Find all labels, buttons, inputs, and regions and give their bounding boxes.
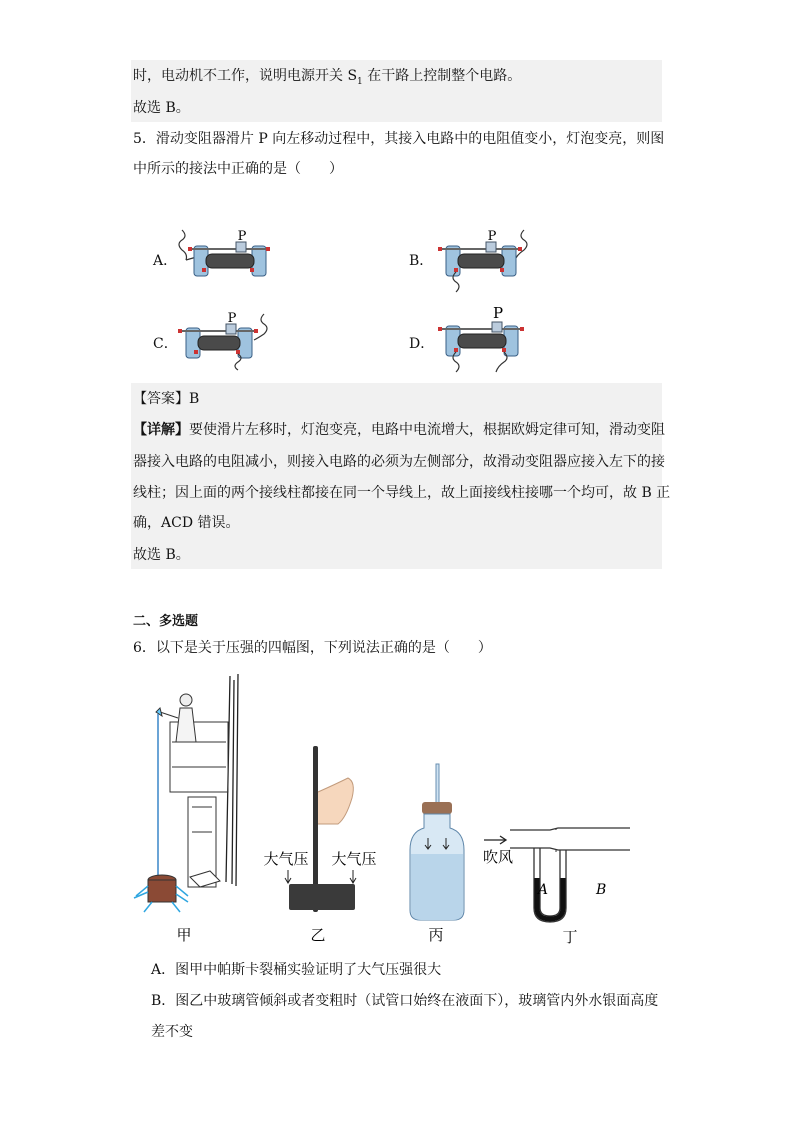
option-c-label: C．	[153, 336, 178, 352]
q6-option-b-line2: 差不变	[151, 1024, 193, 1040]
q6-option-a: A．图甲中帕斯卡裂桶实验证明了大气压强很大	[151, 962, 442, 978]
rheostat-c-figure	[176, 308, 271, 368]
q5-detail-line1: 【详解】要使滑片左移时，灯泡变亮，电路中电流增大，根据欧姆定律可知，滑动变阻	[133, 422, 665, 438]
q5-detail-line3: 线柱；因上面的两个接线柱都接在同一个导线上，故上面接线柱接哪一个均可，故 B 正	[133, 485, 671, 501]
rheostat-a-figure	[180, 226, 275, 286]
jia-label: 甲	[176, 926, 192, 944]
figure-ding	[480, 820, 635, 944]
q5-stem-line1: 5．滑动变阻器滑片 P 向左移动过程中，其接入电路中的电阻值变小，灯泡变亮，则图	[133, 131, 665, 147]
ding-label: 丁	[562, 928, 578, 946]
section-heading: 二、多选题	[133, 614, 199, 629]
option-b-label: B．	[409, 253, 434, 269]
point-b-label: B	[596, 882, 607, 898]
detail-tag: 【详解】	[133, 422, 189, 438]
prev-choose: 故选 B。	[133, 100, 190, 116]
answer-block-q5	[131, 383, 662, 569]
q5-stem-line2: 中所示的接法中正确的是（ ）	[133, 161, 343, 177]
figure-bing	[402, 762, 472, 942]
q6-option-b-line1: B．图乙中玻璃管倾斜或者变粗时（试管口始终在液面下），玻璃管内外水银面高度	[151, 993, 659, 1009]
rheostat-a-p: P	[237, 229, 247, 244]
rheostat-d-figure	[436, 304, 531, 378]
q5-detail-line2: 器接入电路的电阻减小，则接入电路的必须为左侧部分，故滑动变阻器应接入左下的接	[133, 454, 665, 470]
point-a-label: A	[537, 882, 548, 898]
blow-label: 吹风	[482, 848, 514, 866]
prev-line1: 时，电动机不工作，说明电源开关 $S_1$ 在干路上控制整个电路。	[133, 68, 522, 87]
option-d-label: D．	[409, 336, 435, 352]
q5-detail-line4: 确，ACD 错误。	[133, 515, 240, 531]
rheostat-b-p: P	[487, 229, 497, 244]
figure-jia	[130, 672, 245, 944]
subscript: 1	[357, 76, 363, 87]
yi-label: 乙	[310, 926, 326, 944]
q5-choose: 故选 B。	[133, 547, 190, 563]
bing-label: 丙	[428, 926, 444, 944]
rheostat-b-figure	[436, 226, 531, 296]
atm-right: 大气压	[331, 850, 377, 868]
rheostat-c-p: P	[227, 311, 237, 326]
figure-yi	[258, 742, 383, 942]
rheostat-d-p: P	[492, 304, 504, 322]
option-a-label: A．	[153, 253, 178, 269]
q6-stem: 6．以下是关于压强的四幅图，下列说法正确的是（ ）	[133, 640, 492, 656]
atm-left: 大气压	[263, 850, 309, 868]
q5-answer: 【答案】B	[133, 391, 200, 407]
